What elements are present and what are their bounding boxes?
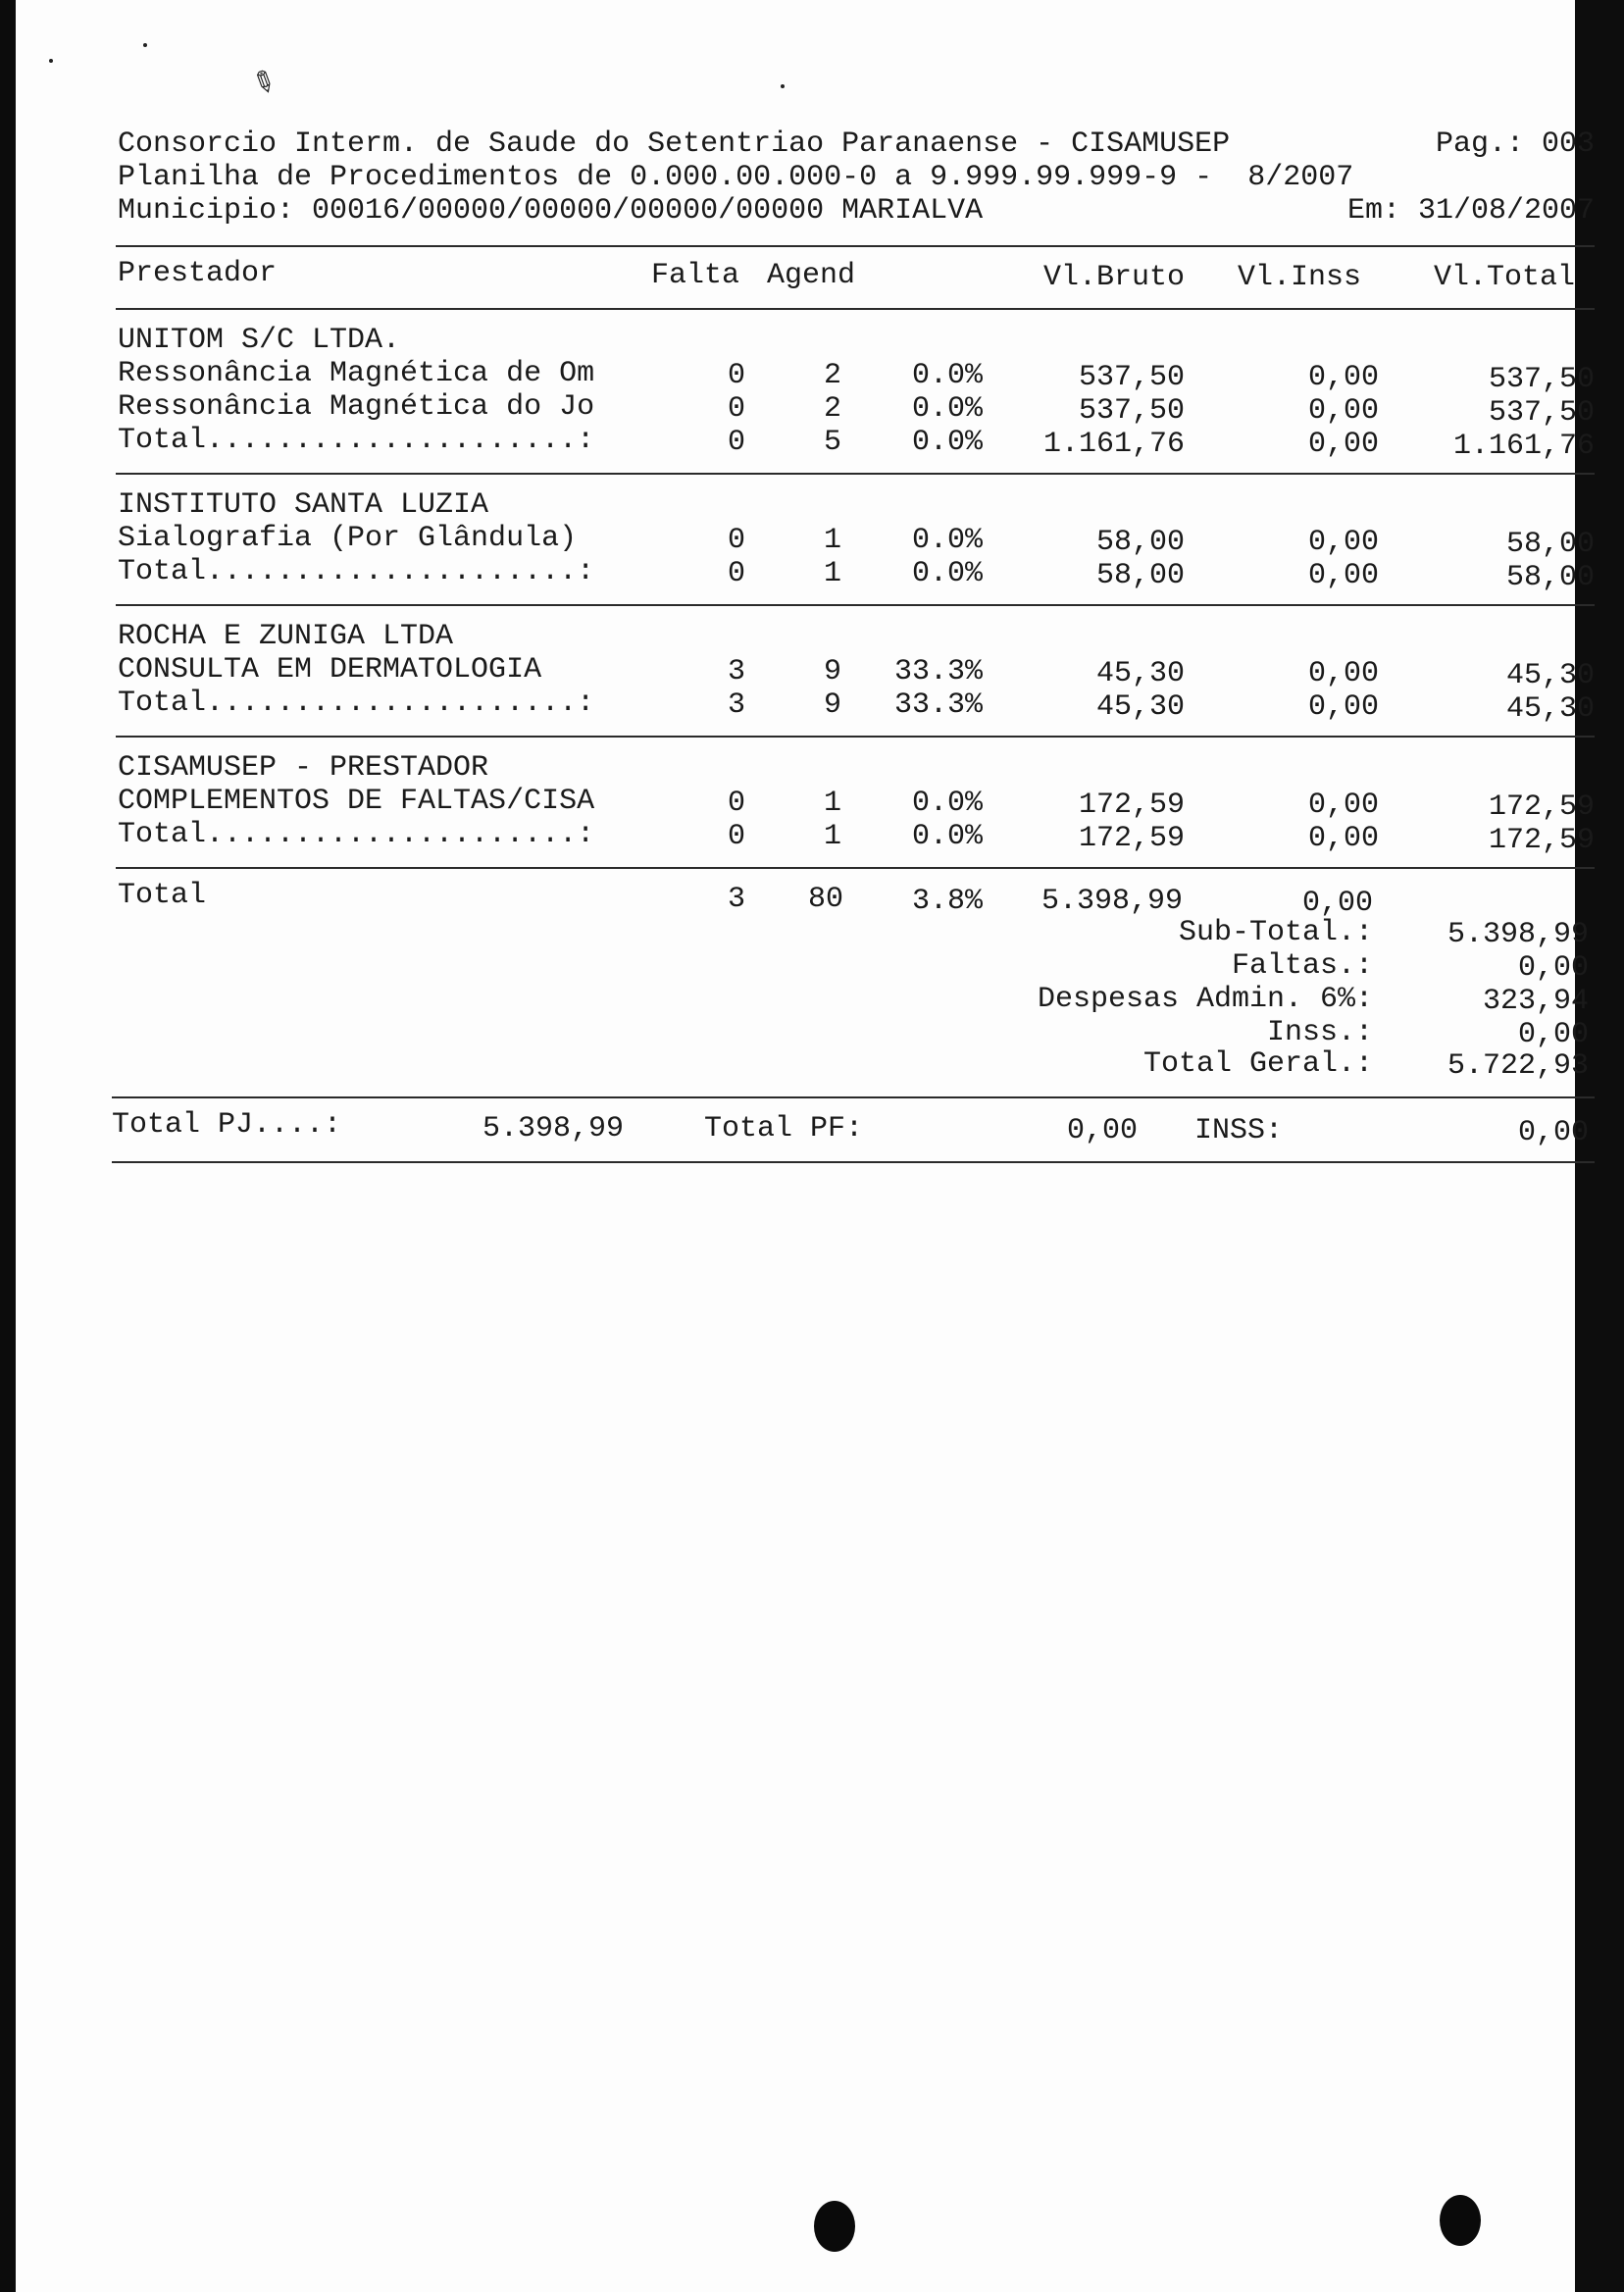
row-bruto: 45,30 [1095,690,1185,724]
col-vl-total: Vl.Total [1433,261,1575,294]
row-inss: 0,00 [1307,526,1379,559]
punch-hole-icon [1440,2195,1481,2246]
inss-value: 0,00 [1517,1116,1589,1149]
divider [116,245,1595,247]
row-desc: Ressonância Magnética do Jo [118,390,595,424]
divider [116,308,1595,310]
row-bruto: 58,00 [1095,559,1185,592]
summary-subtotal-value: 5.398,99 [1446,918,1589,951]
divider [116,604,1595,606]
row-desc: Total.....................: [118,687,595,720]
report-date: Em: 31/08/2007 [1346,194,1595,228]
row-inss: 0,00 [1307,690,1379,724]
summary-subtotal-label: Sub-Total.: [1178,916,1373,949]
row-agend: 1 [823,557,841,590]
row-bruto: 58,00 [1095,526,1185,559]
row-bruto: 45,30 [1095,657,1185,690]
scan-speck [143,43,147,47]
scan-speck [49,59,53,63]
row-falta: 3 [727,688,745,722]
row-agend: 1 [823,787,841,820]
row-total: 45,30 [1505,659,1595,692]
row-inss: 0,00 [1307,428,1379,461]
row-pct: 0.0% [911,524,983,557]
divider [116,473,1595,475]
provider-name: UNITOM S/C LTDA. [118,324,401,357]
row-bruto: 1.161,76 [1042,428,1185,461]
row-total: 58,00 [1505,561,1595,594]
row-desc: Ressonância Magnética de Om [118,357,595,390]
row-desc: Total.....................: [118,818,595,851]
scan-edge-left [0,0,16,2292]
row-falta: 0 [727,524,745,557]
summary-inss-label: Inss.: [1266,1016,1373,1049]
row-desc: Total.....................: [118,424,595,457]
col-falta: Falta [651,259,740,292]
row-total: 537,50 [1488,363,1595,396]
report-subtitle: Planilha de Procedimentos de 0.000.00.000-0 a 9.999.99.999-9 - 8/2007 [118,161,1354,194]
row-falta: 0 [727,820,745,853]
row-desc: Total.....................: [118,555,595,588]
summary-total-geral-value: 5.722,93 [1446,1049,1589,1083]
summary-inss-value: 0,00 [1517,1018,1589,1051]
municipio-line: Municipio: 00016/00000/00000/00000/00000 MARIALVA [118,194,984,228]
grand-pct: 3.8% [911,885,983,918]
row-pct: 33.3% [893,655,983,688]
row-pct: 0.0% [911,787,983,820]
inss-label: INSS: [1194,1114,1284,1147]
row-pct: 0.0% [911,426,983,459]
row-pct: 0.0% [911,392,983,426]
row-desc: Sialografia (Por Glândula) [118,522,578,555]
divider [116,867,1595,869]
row-agend: 2 [823,359,841,392]
summary-despesas-label: Despesas Admin. 6%: [1037,983,1373,1016]
grand-agend: 80 [807,883,843,916]
row-falta: 0 [727,392,745,426]
row-bruto: 172,59 [1078,789,1185,822]
row-pct: 0.0% [911,820,983,853]
row-falta: 0 [727,787,745,820]
row-bruto: 172,59 [1078,822,1185,855]
divider [116,736,1595,738]
row-agend: 2 [823,392,841,426]
divider [112,1161,1595,1163]
report-title: Consorcio Interm. de Saude do Setentriao Paranaense - CISAMUSEP [118,127,1231,161]
row-inss: 0,00 [1307,559,1379,592]
row-bruto: 537,50 [1078,394,1185,428]
col-prestador: Prestador [118,257,278,290]
row-falta: 3 [727,655,745,688]
row-total: 172,59 [1488,824,1595,857]
col-vl-bruto: Vl.Bruto [1042,261,1185,294]
row-inss: 0,00 [1307,789,1379,822]
row-falta: 0 [727,426,745,459]
row-falta: 0 [727,359,745,392]
staple-mark-icon: ✎ [244,60,281,106]
col-agend: Agend [767,259,856,292]
row-inss: 0,00 [1307,394,1379,428]
row-agend: 1 [823,820,841,853]
grand-falta: 3 [727,883,745,916]
total-pj-label: Total PJ....: [112,1108,342,1142]
row-total: 58,00 [1505,528,1595,561]
summary-faltas-label: Faltas.: [1231,949,1373,983]
grand-inss: 0,00 [1301,887,1373,920]
grand-total-label: Total [118,879,207,912]
row-agend: 9 [823,655,841,688]
total-pf-label: Total PF: [704,1112,864,1146]
total-pf-value: 0,00 [1066,1114,1138,1147]
summary-total-geral-label: Total Geral.: [1142,1047,1373,1081]
row-total: 45,30 [1505,692,1595,726]
row-total: 1.161,76 [1452,430,1595,463]
provider-name: ROCHA E ZUNIGA LTDA [118,620,454,653]
row-inss: 0,00 [1307,657,1379,690]
scan-speck [781,84,785,88]
row-pct: 0.0% [911,359,983,392]
row-agend: 5 [823,426,841,459]
row-pct: 33.3% [893,688,983,722]
row-desc: CONSULTA EM DERMATOLOGIA [118,653,542,687]
grand-bruto: 5.398,99 [1040,885,1183,918]
col-vl-inss: Vl.Inss [1237,261,1361,294]
provider-name: INSTITUTO SANTA LUZIA [118,488,489,522]
row-bruto: 537,50 [1078,361,1185,394]
row-agend: 1 [823,524,841,557]
row-total: 172,59 [1488,790,1595,824]
divider [112,1096,1595,1098]
row-agend: 9 [823,688,841,722]
row-inss: 0,00 [1307,822,1379,855]
row-pct: 0.0% [911,557,983,590]
summary-faltas-value: 0,00 [1517,951,1589,985]
total-pj-value: 5.398,99 [482,1112,624,1146]
page-number: Pag.: 003 [1435,127,1595,161]
row-inss: 0,00 [1307,361,1379,394]
row-total: 537,50 [1488,396,1595,430]
summary-despesas-value: 323,94 [1482,985,1589,1018]
row-falta: 0 [727,557,745,590]
punch-hole-icon [814,2201,855,2252]
row-desc: COMPLEMENTOS DE FALTAS/CISA [118,785,595,818]
provider-name: CISAMUSEP - PRESTADOR [118,751,489,785]
